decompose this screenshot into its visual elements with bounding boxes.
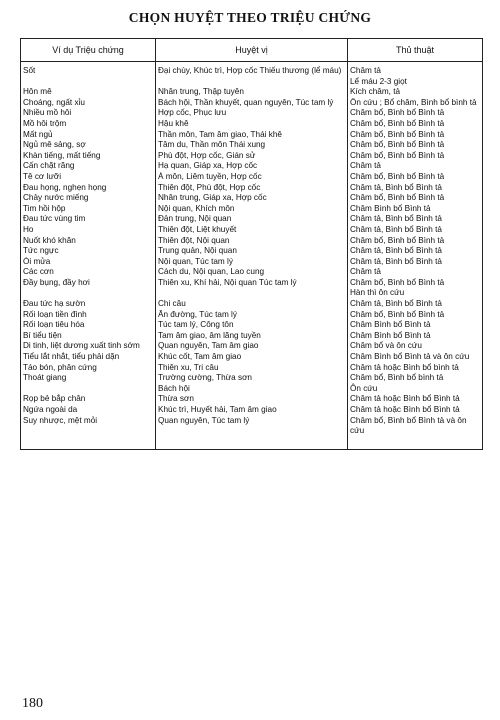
table-row: [21, 193, 483, 204]
table-row: [21, 140, 483, 151]
technique-cell: Châm bổ, Bình bổ bình tả Ôn cứu: [348, 373, 483, 394]
technique-cell: Châm bổ, Bình bổ Bình tả: [348, 119, 483, 130]
technique-cell: Ôn cứu ; Bổ châm, Bình bổ bình tả: [348, 98, 483, 109]
symptom-cell: Choáng, ngất xỉu: [21, 98, 156, 109]
symptom-cell: Nhiều mồ hôi: [21, 108, 156, 119]
acupoint-cell: Đại chùy, Khúc trì, Hợp cốc Thiếu thương (lể máu): [156, 62, 348, 88]
symptom-cell: Bí tiểu tiện: [21, 331, 156, 342]
acupoint-cell: Hậu khê: [156, 119, 348, 130]
symptom-cell: Đau họng, nghẹn họng: [21, 183, 156, 194]
table-row: [21, 236, 483, 247]
page-number: 180: [22, 696, 43, 711]
acupoint-cell: Chi câu: [156, 299, 348, 310]
acupoint-cell: Bách hội, Thần khuyết, quan nguyên, Túc tam lý: [156, 98, 348, 109]
table-row: [21, 108, 483, 119]
technique-cell: Châm tả hoặc Bình bổ bình tả: [348, 363, 483, 374]
symptom-cell: Đau tức vùng tim: [21, 214, 156, 225]
technique-cell: Châm Bình bổ Bình tả: [348, 331, 483, 342]
table-row: [21, 130, 483, 141]
acupoint-cell: Quan nguyên, Tam âm giao: [156, 341, 348, 352]
technique-cell: Châm tả, Bình bổ Bình tả: [348, 257, 483, 268]
symptom-cell: Ho: [21, 225, 156, 236]
symptom-cell: Các cơn: [21, 267, 156, 278]
symptom-cell: Táo bón, phân cứng: [21, 363, 156, 374]
symptom-cell: Đầy bụng, đầy hơi: [21, 278, 156, 299]
technique-cell: Châm tả, Bình bổ Bình tả: [348, 225, 483, 236]
acupoint-cell: Thần môn, Tam âm giao, Thái khê: [156, 130, 348, 141]
table-row: [21, 320, 483, 331]
table-row: [21, 299, 483, 310]
table-row: [21, 405, 483, 416]
technique-cell: Châm tả, Bình bổ Bình tả: [348, 183, 483, 194]
acupoint-cell: Quan nguyên, Túc tam lý: [156, 416, 348, 450]
symptom-cell: Sốt: [21, 62, 156, 88]
symptom-cell: Rối loạn tiền đình: [21, 310, 156, 321]
symptom-cell: Tê cơ lưỡi: [21, 172, 156, 183]
symptom-cell: Hôn mê: [21, 87, 156, 98]
symptom-cell: Rối loạn tiêu hóa: [21, 320, 156, 331]
technique-cell: Châm tả, Bình bổ Bình tả: [348, 246, 483, 257]
header-acupoint: Huyệt vị: [156, 39, 348, 62]
symptom-cell: Ói mửa: [21, 257, 156, 268]
symptom-cell: Chảy nước miếng: [21, 193, 156, 204]
symptom-cell: Suy nhược, mệt mỏi: [21, 416, 156, 450]
table-row: [21, 267, 483, 278]
table-row: [21, 278, 483, 299]
symptom-cell: Cấn chặt răng: [21, 161, 156, 172]
technique-cell: Châm tả: [348, 267, 483, 278]
table-header-row: [21, 39, 483, 62]
technique-cell: Kích châm, tả: [348, 87, 483, 98]
symptom-cell: Khàn tiếng, mất tiếng: [21, 151, 156, 162]
technique-cell: Châm bổ và ôn cứu: [348, 341, 483, 352]
symptom-cell: Mất ngủ: [21, 130, 156, 141]
symptom-cell: Tiểu lắt nhắt, tiểu phải dặn: [21, 352, 156, 363]
table-row: [21, 98, 483, 109]
symptom-cell: Di tinh, liệt dương xuất tinh sớm: [21, 341, 156, 352]
acupoint-cell: Thiên đột, Phù đột, Hợp cốc: [156, 183, 348, 194]
technique-cell: Châm bổ, Bình bổ Bình tả: [348, 193, 483, 204]
acupoint-cell: Thừa sơn: [156, 394, 348, 405]
technique-cell: Châm Bình bổ Bình tả: [348, 320, 483, 331]
technique-cell: Châm tả, Bình bổ Bình tả: [348, 214, 483, 225]
acupoint-cell: Đản trung, Nội quan: [156, 214, 348, 225]
acupoint-cell: Tam âm giao, âm lăng tuyền: [156, 331, 348, 342]
page-title: CHỌN HUYỆT THEO TRIỆU CHỨNG: [128, 10, 372, 25]
table-row: [21, 87, 483, 98]
table-row: [21, 183, 483, 194]
acupoint-cell: Thiên xu, Khí hải, Nội quan Túc tam lý: [156, 278, 348, 299]
header-technique: Thủ thuật: [348, 39, 483, 62]
table-row: [21, 363, 483, 374]
symptom-cell: Tim hồi hộp: [21, 204, 156, 215]
acupoint-cell: Á môn, Liêm tuyền, Hợp cốc: [156, 172, 348, 183]
technique-cell: Châm Bình bổ Bình tả: [348, 204, 483, 215]
symptom-cell: Nuốt khó khăn: [21, 236, 156, 247]
acupoint-cell: Trung quản, Nội quan: [156, 246, 348, 257]
table-row: [21, 373, 483, 394]
table-row: [21, 119, 483, 130]
technique-cell: Châm bổ, Bình bổ Bình tả: [348, 172, 483, 183]
table-row: [21, 214, 483, 225]
technique-cell: Châm tả hoặc Bình bổ Bình tả: [348, 405, 483, 416]
acupoint-cell: Phù đột, Hợp cốc, Gián sử: [156, 151, 348, 162]
acupoint-cell: Hạ quan, Giáp xa, Hợp cốc: [156, 161, 348, 172]
technique-cell: Châm tả hoặc Bình bổ Bình tả: [348, 394, 483, 405]
acupoint-cell: Túc tam lý, Công tôn: [156, 320, 348, 331]
symptom-cell: Ngủ mê sảng, sợ: [21, 140, 156, 151]
acupoint-cell: Khúc trì, Huyết hải, Tam âm giao: [156, 405, 348, 416]
table-row: [21, 394, 483, 405]
table-row: [21, 62, 483, 88]
acupoint-cell: Nhân trung, Giáp xa, Hợp cốc: [156, 193, 348, 204]
technique-cell: Châm bổ, Bình bổ Bình tả Hàn thì ôn cứu: [348, 278, 483, 299]
technique-cell: Châm bổ, Bình bổ Bình tả: [348, 151, 483, 162]
acupoint-cell: Tâm du, Thần môn Thái xung: [156, 140, 348, 151]
technique-cell: Châm bổ, Bình bổ Bình tả: [348, 140, 483, 151]
technique-cell: Châm bổ, Bình bổ Bình tả: [348, 130, 483, 141]
header-symptom: Ví dụ Triệu chứng: [21, 39, 156, 62]
acupoint-cell: Nội quan, Túc tam lý: [156, 257, 348, 268]
acupoint-cell: Cách du, Nội quan, Lao cung: [156, 267, 348, 278]
acupoint-cell: Thiên xu, Tri câu: [156, 363, 348, 374]
symptom-cell: Mồ hôi trộm: [21, 119, 156, 130]
acupoint-cell: Thiên đột, Nội quan: [156, 236, 348, 247]
symptom-cell: Thoát giang: [21, 373, 156, 394]
technique-cell: Châm bổ, Bình bổ Bình tả: [348, 108, 483, 119]
technique-cell: Châm tả: [348, 161, 483, 172]
table-row: [21, 416, 483, 450]
table-row: [21, 341, 483, 352]
symptom-cell: Tức ngực: [21, 246, 156, 257]
symptom-acupoint-table: [20, 38, 483, 450]
symptom-cell: Rọp bẻ bắp chân: [21, 394, 156, 405]
acupoint-cell: Thiên đột, Liệt khuyết: [156, 225, 348, 236]
table-body: [21, 62, 483, 450]
acupoint-cell: Hợp cốc, Phục lưu: [156, 108, 348, 119]
symptom-cell: Ngứa ngoài da: [21, 405, 156, 416]
acupoint-cell: Nội quan, Khích môn: [156, 204, 348, 215]
technique-cell: Châm bổ, Bình bổ Bình tả và ôn cứu: [348, 416, 483, 450]
table-row: [21, 246, 483, 257]
table-row: [21, 331, 483, 342]
table-row: [21, 310, 483, 321]
table-row: [21, 204, 483, 215]
table-row: [21, 257, 483, 268]
table-row: [21, 225, 483, 236]
table-row: [21, 151, 483, 162]
acupoint-cell: Khúc cốt, Tam âm giao: [156, 352, 348, 363]
symptom-cell: Đau tức hạ sườn: [21, 299, 156, 310]
acupoint-cell: Trường cường, Thừa sơn Bách hội: [156, 373, 348, 394]
acupoint-cell: Nhân trung, Thập tuyên: [156, 87, 348, 98]
technique-cell: Châm tả Lể máu 2-3 giọt: [348, 62, 483, 88]
technique-cell: Châm bổ, Bình bổ Bình tả: [348, 310, 483, 321]
table-row: [21, 352, 483, 363]
technique-cell: Châm bổ, Bình bổ Bình tả: [348, 236, 483, 247]
technique-cell: Châm tả, Bình bổ Bình tả: [348, 299, 483, 310]
table-row: [21, 172, 483, 183]
acupoint-cell: Ấn đường, Túc tam lý: [156, 310, 348, 321]
technique-cell: Châm Bình bổ Bình tả và ôn cứu: [348, 352, 483, 363]
table-row: [21, 161, 483, 172]
